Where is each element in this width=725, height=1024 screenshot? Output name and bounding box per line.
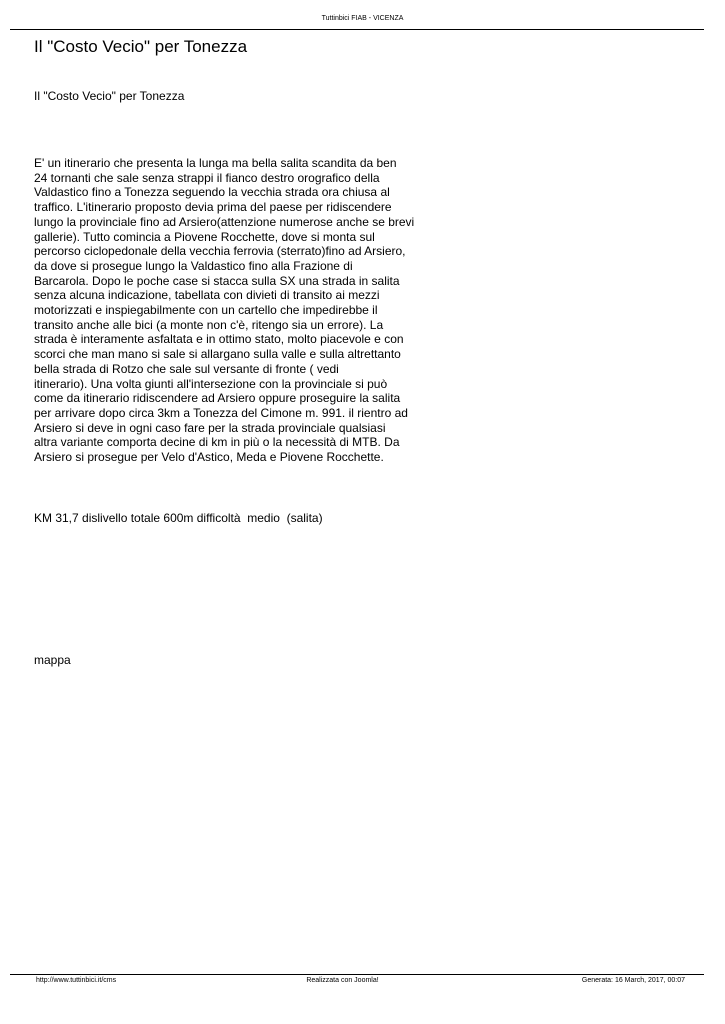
body-line: come da itinerario ridiscendere ad Arsiero oppure proseguire la salita (34, 391, 401, 406)
body-line: Arsiero si prosegue per Velo d'Astico, Meda e Piovene Rocchette. (34, 450, 384, 465)
body-line: E' un itinerario che presenta la lunga ma bella salita scandita da ben (34, 156, 397, 170)
body-line: bella strada di Rotzo che sale sul versante di fronte ( vedi (34, 361, 339, 376)
body-line: Barcarola. Dopo le poche case si stacca sulla SX una strada in salita (34, 273, 400, 288)
footer-url[interactable]: http://www.tuttinbici.it/cms (36, 977, 117, 984)
body-line: traffico. L'itinerario proposto devia prima del paese per ridiscendere (34, 200, 392, 215)
map-label: mappa (34, 653, 71, 667)
body-line: itinerario). Una volta giunti all'intersezione con la provinciale si può (34, 376, 388, 391)
body-line: gallerie). Tutto comincia a Piovene Rocchette, dove si monta sul (34, 229, 375, 244)
footer-generated-date: Generata: 16 March, 2017, 00:07 (581, 977, 685, 984)
article-body (34, 156, 414, 465)
body-line: transito anche alle bici (a monte non c'è, ritengo sia un errore). La (34, 317, 384, 332)
body-line: 24 tornanti che sale senza strappi il fianco destro orografico della (34, 170, 380, 185)
header-divider (10, 29, 704, 30)
body-line: lungo la provinciale fino ad Arsiero(attenzione numerose anche se brevi (34, 214, 415, 229)
route-stats: KM 31,7 dislivello totale 600m difficoltà medio (salita) (34, 511, 323, 525)
body-line: Arsiero si deve in ogni caso fare per la strada provinciale qualsiasi (34, 420, 386, 435)
body-line: scorci che man mano si sale si allargano sulla valle e sulla altrettanto (34, 347, 401, 362)
body-line: senza alcuna indicazione, tabellata con divieti di transito ai mezzi (34, 288, 380, 303)
footer-divider (10, 974, 704, 975)
site-header-title: Tuttinbici FIAB - VICENZA (321, 15, 404, 22)
footer-powered-by: Realizzata con Joomla! (306, 977, 379, 984)
body-line: motorizzati e inspiegabilmente con un cartello che impedirebbe il (34, 303, 378, 318)
body-line: percorso ciclopedonale della vecchia ferrovia (sterrato)fino ad Arsiero, (34, 244, 406, 259)
body-line: altra variante comporta decine di km in più o la necessità di MTB. Da (34, 435, 400, 450)
article-title: Il "Costo Vecio" per Tonezza (34, 37, 248, 56)
body-line: Valdastico fino a Tonezza seguendo la vecchia strada ora chiusa al (34, 185, 390, 200)
article-subtitle: Il "Costo Vecio" per Tonezza (34, 89, 185, 103)
body-line: per arrivare dopo circa 3km a Tonezza del Cimone m. 991. il rientro ad (34, 405, 408, 420)
body-line: strada è interamente asfaltata e in ottimo stato, molto piacevole e con (34, 332, 404, 347)
body-line: da dove si prosegue lungo la Valdastico fino alla Frazione di (34, 258, 353, 273)
